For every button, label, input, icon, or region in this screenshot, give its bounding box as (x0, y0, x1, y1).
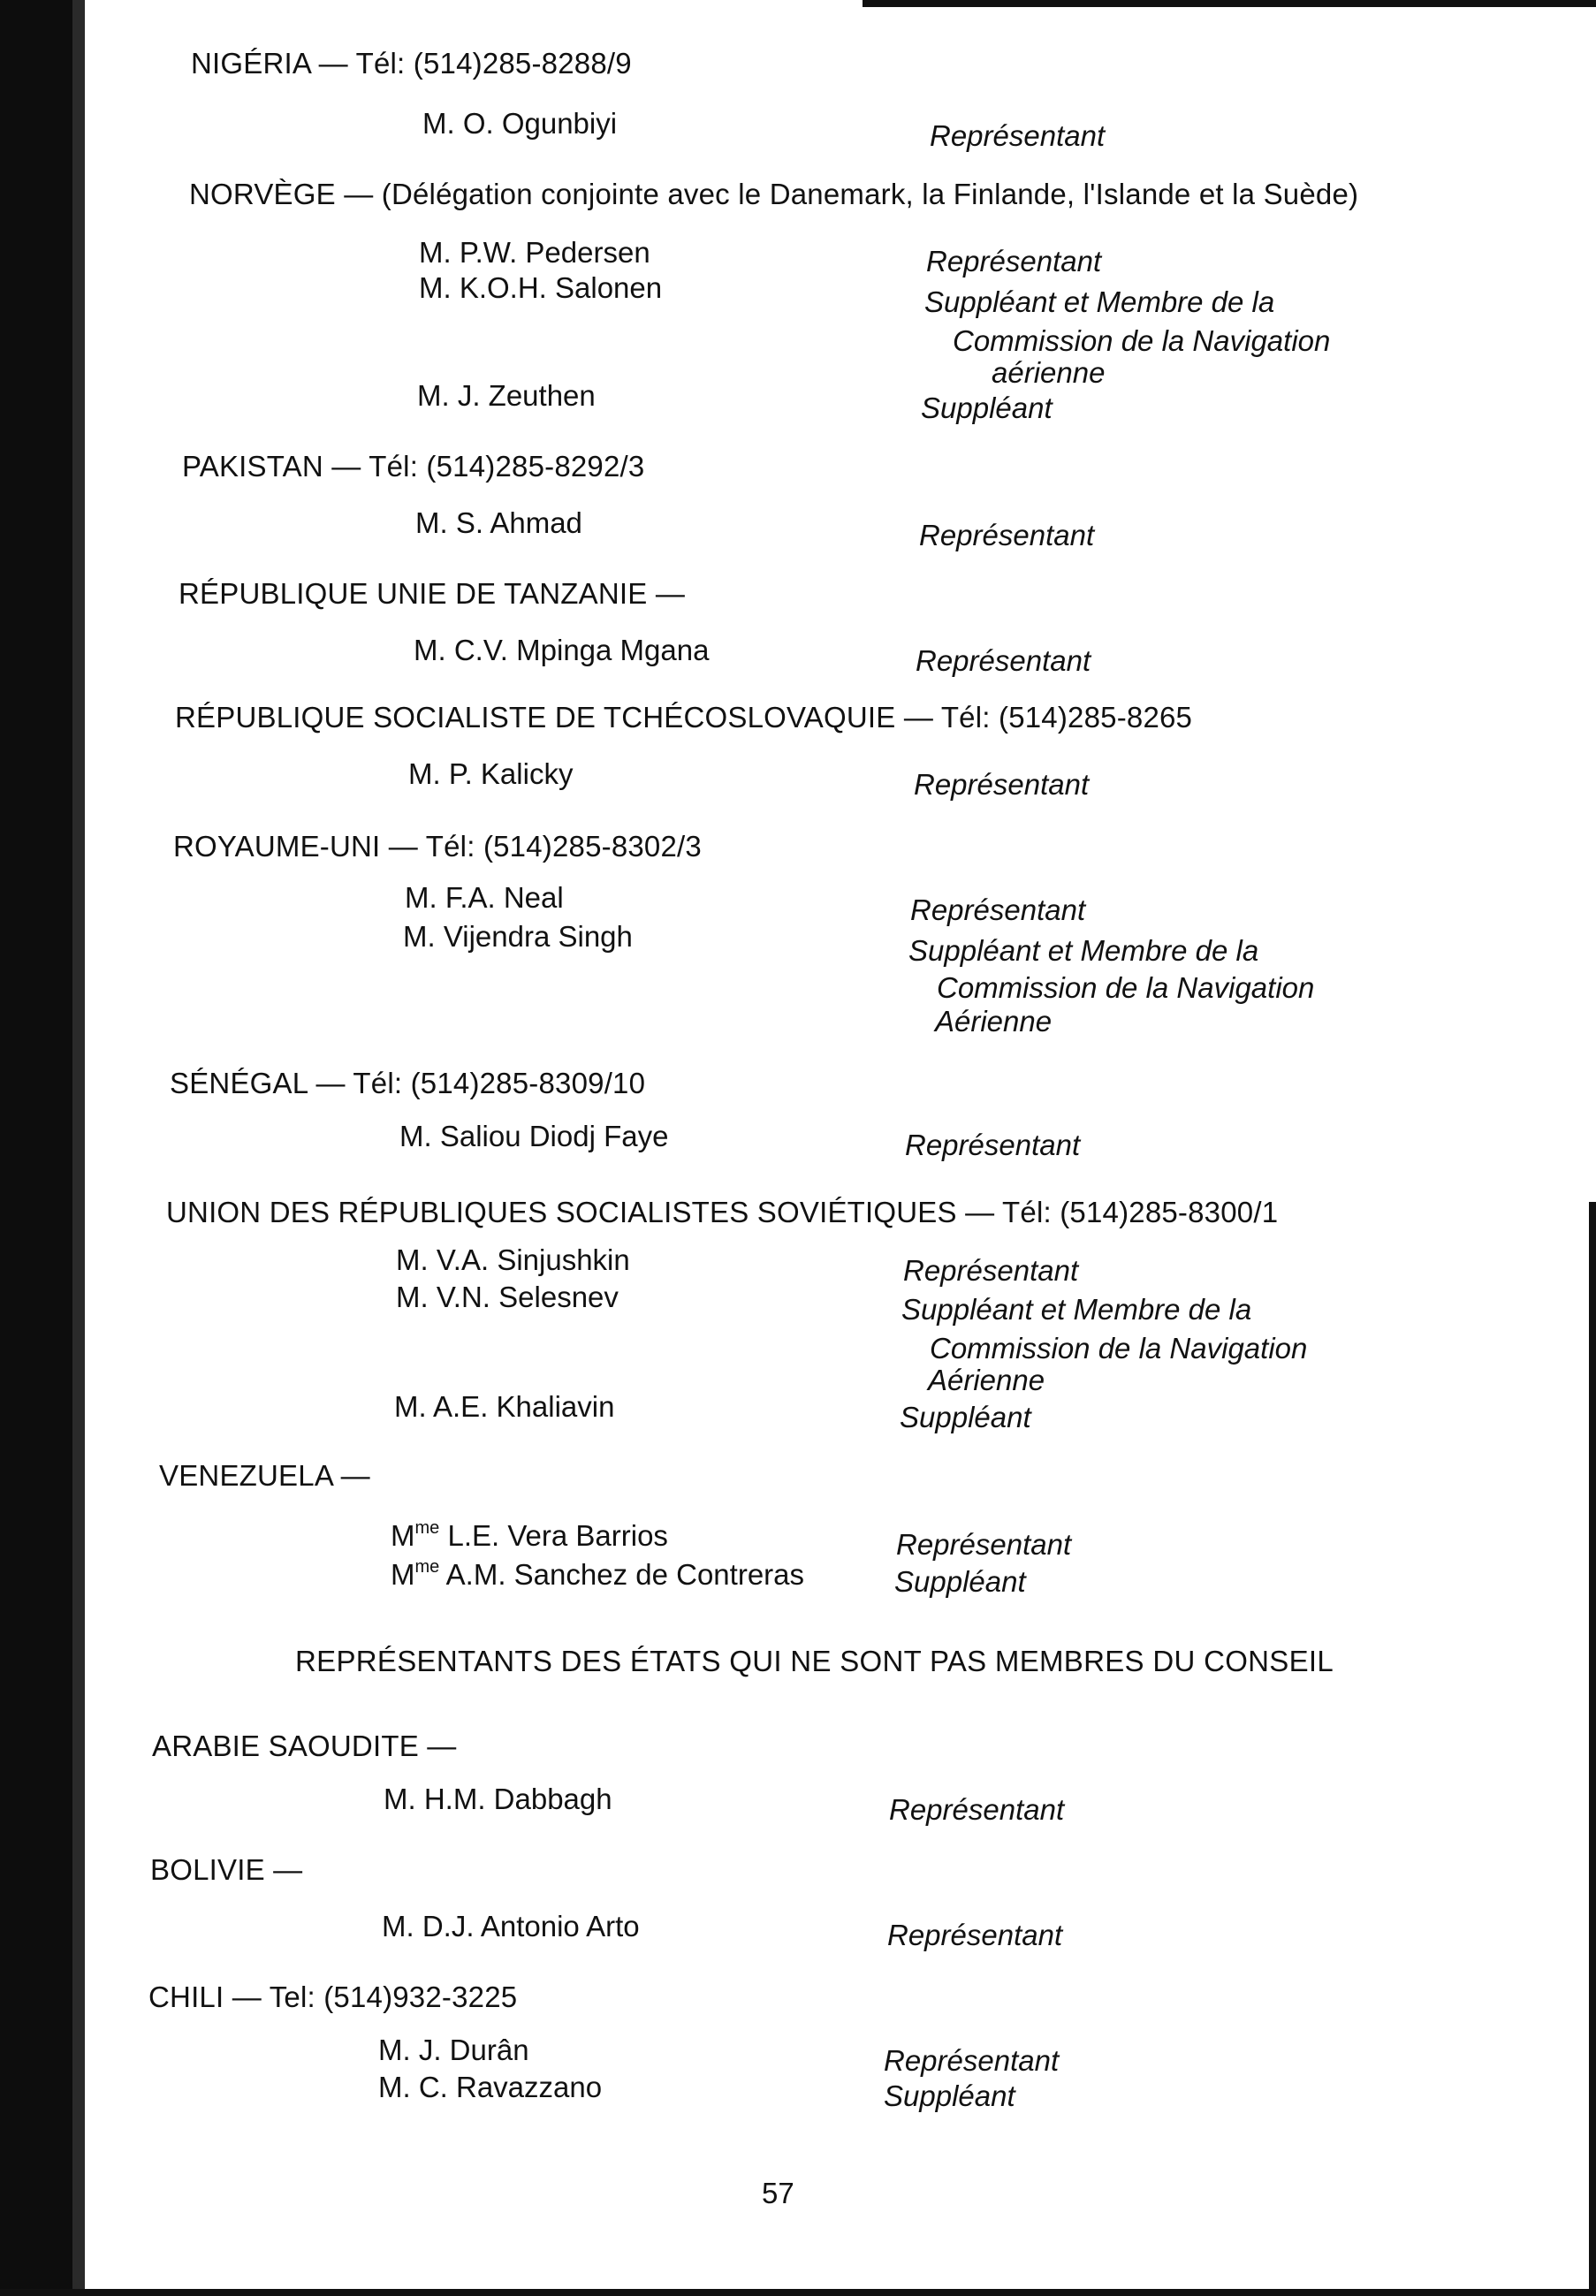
delegate-name: M. J. Durân (378, 2034, 529, 2066)
delegate-name: M. C. Ravazzano (378, 2071, 603, 2103)
country-header-tanzanie: RÉPUBLIQUE UNIE DE TANZANIE — (179, 577, 686, 610)
delegate-name: M. A.E. Khaliavin (394, 1390, 615, 1423)
delegate-name: M. V.A. Sinjushkin (396, 1243, 630, 1276)
country-header-chili: CHILI — Tel: (514)932-3225 (148, 1980, 518, 2013)
delegate-role: Représentant (930, 119, 1106, 152)
country-header-venezuela: VENEZUELA — (159, 1459, 370, 1492)
delegate-role: Suppléant (894, 1565, 1026, 1598)
delegate-role: Représentant (887, 1919, 1063, 1951)
delegate-name: M. H.M. Dabbagh (384, 1783, 612, 1815)
delegate-role: Représentant (914, 768, 1090, 801)
delegate-role: Représentant (910, 893, 1086, 926)
delegate-name: M. F.A. Neal (405, 881, 564, 914)
delegate-role: Suppléant et Membre de la (901, 1293, 1252, 1326)
delegate-role: Représentant (889, 1793, 1065, 1826)
country-header-norvege: NORVÈGE — (Délégation conjointe avec le Danemark, la Finlande, l'Islande et la Suède) (189, 178, 1359, 210)
country-header-senegal: SÉNÉGAL — Tél: (514)285-8309/10 (170, 1067, 646, 1099)
page-number: 57 (762, 2177, 794, 2209)
delegate-role: Suppléant (921, 392, 1053, 424)
delegate-role: Suppléant et Membre de la (924, 285, 1275, 318)
delegate-role: Représentant (916, 644, 1091, 677)
delegate-role: Commission de la Navigation (930, 1332, 1308, 1365)
delegate-role: Suppléant (884, 2079, 1015, 2112)
delegate-role: Aérienne (935, 1005, 1053, 1038)
delegate-role: Représentant (896, 1528, 1072, 1561)
country-header-arabie-saoudite: ARABIE SAOUDITE — (152, 1730, 457, 1762)
country-header-nigeria: NIGÉRIA — Tél: (514)285-8288/9 (191, 47, 632, 80)
delegate-role: aérienne (992, 356, 1106, 389)
delegate-role: Représentant (905, 1129, 1081, 1161)
delegate-role: Commission de la Navigation (937, 971, 1315, 1004)
delegate-name: M. S. Ahmad (415, 506, 582, 539)
delegate-name: M. J. Zeuthen (417, 379, 596, 412)
delegate-name: $M^{me}$ L.E. Vera Barrios (391, 1518, 668, 1552)
delegate-role: Représentant (903, 1254, 1079, 1287)
country-header-pakistan: PAKISTAN — Tél: (514)285-8292/3 (182, 450, 645, 483)
delegate-role: Suppléant (900, 1401, 1031, 1433)
delegate-name: M. P. Kalicky (408, 757, 574, 790)
delegate-role: Commission de la Navigation (953, 324, 1331, 357)
delegate-role: Représentant (919, 519, 1095, 551)
delegate-name: $M^{me}$ A.M. Sanchez de Contreras (391, 1557, 805, 1591)
delegate-name: M. C.V. Mpinga Mgana (414, 634, 710, 666)
country-header-royaume-uni: ROYAUME-UNI — Tél: (514)285-8302/3 (173, 830, 702, 863)
delegate-name: M. P.W. Pedersen (419, 236, 650, 269)
country-header-urss: UNION DES RÉPUBLIQUES SOCIALISTES SOVIÉTIQUES — Tél: (514)285-8300/1 (166, 1196, 1279, 1228)
delegate-role: Suppléant et Membre de la (908, 934, 1259, 967)
delegate-role: Représentant (884, 2044, 1060, 2077)
delegate-name: M. Vijendra Singh (403, 920, 633, 953)
delegate-name: M. K.O.H. Salonen (419, 271, 663, 304)
delegate-name: M. V.N. Selesnev (396, 1281, 619, 1313)
delegate-name: M. Saliou Diodj Faye (399, 1120, 669, 1152)
country-header-tchecoslovaquie: RÉPUBLIQUE SOCIALISTE DE TCHÉCOSLOVAQUIE — Tél: (514)285-8265 (175, 701, 1193, 734)
delegate-role: Aérienne (928, 1364, 1045, 1396)
section-heading: REPRÉSENTANTS DES ÉTATS QUI NE SONT PAS MEMBRES DU CONSEIL (295, 1645, 1334, 1677)
delegate-name: M. O. Ogunbiyi (422, 107, 618, 140)
delegate-role: Représentant (926, 245, 1102, 277)
delegate-name: M. D.J. Antonio Arto (382, 1910, 640, 1942)
country-header-bolivie: BOLIVIE — (150, 1853, 303, 1886)
